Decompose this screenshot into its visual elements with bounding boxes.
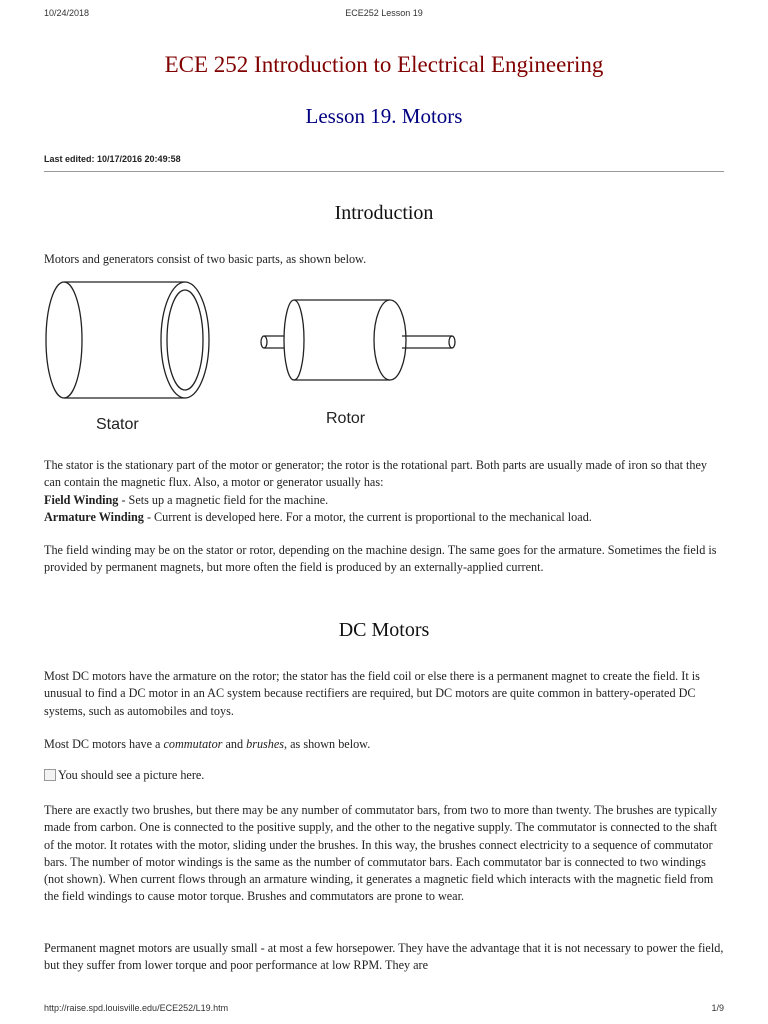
intro-para1-text: The stator is the stationary part of the motor or generator; the rotor is the rotational part. Both parts are usually made of iron so that they can contain the magnetic flux. Also, a motor or generator usually has: (44, 458, 708, 490)
broken-image (44, 768, 204, 783)
course-title: ECE 252 Introduction to Electrical Engineering (164, 52, 604, 77)
commutator-term: commutator (163, 737, 223, 751)
dc-paragraph-4: Permanent magnet motors are usually small - at most a few horsepower. They have the advantage that it is not necessary to power the field, but they suffer from lower torque and poor performance at low RPM. They are (44, 941, 724, 973)
print-date: 10/24/2018 (44, 8, 90, 18)
broken-image-icon (44, 769, 56, 781)
field-winding-term: Field Winding (44, 492, 119, 507)
rotor-label: Rotor (326, 410, 366, 427)
print-url: http://raise.spd.louisville.edu/ECE252/L19.htm (44, 1003, 229, 1013)
rotor-drawing (261, 300, 455, 380)
armature-winding-text: - Current is developed here. For a motor, the current is proportional to the mechanical load. (143, 509, 592, 524)
brushes-term: brushes (246, 737, 285, 751)
dc-para2-start: Most DC motors have a (44, 737, 164, 751)
dc-para2-and: and (222, 737, 247, 751)
print-doc-title: ECE252 Lesson 19 (345, 8, 423, 18)
stator-drawing (46, 282, 209, 398)
dc-paragraph-2 (44, 736, 724, 753)
dc-motors-heading: DC Motors (338, 619, 430, 641)
print-page-number: 1/9 (711, 1003, 724, 1013)
stator-rotor-figure (44, 278, 484, 448)
field-winding-text: - Sets up a magnetic field for the machine. (118, 492, 329, 507)
intro-paragraph-2: The field winding may be on the stator or rotor, depending on the machine design. The same goes for the armature. Sometimes the field is provided by permanent magnets, but more often the field is produced by an externally-applied current. (44, 543, 717, 575)
armature-winding-term: Armature Winding (44, 509, 144, 524)
dc-para2-end: , as shown below. (284, 737, 371, 751)
intro-text: Motors and generators consist of two basic parts, as shown below. (44, 252, 367, 266)
intro-paragraph-1 (44, 457, 724, 526)
last-edited: Last edited: 10/17/2016 20:49:58 (44, 154, 181, 164)
stator-label: Stator (96, 416, 139, 433)
lesson-title: Lesson 19. Motors (305, 104, 463, 128)
introduction-heading: Introduction (334, 202, 434, 224)
dc-paragraph-3: There are exactly two brushes, but there may be any number of commutator bars, from two to more than twenty. The brushes are typically made from carbon. One is connected to the positive supply, and the other to the negative supply. The commutator is connected to the shaft of the motor. It rotates with the motor, sliding under the brushes. In this way, the brushes connect electricity to a sequence of commutator bars. The number of motor windings is the same as the number of commutator bars. Each commutator bar is connected to two windings (not shown). When current flows through an armature winding, it generates a magnetic field which interacts with the magnetic field from the field windings to cause motor torque. Brushes and commutators are prone to wear. (44, 803, 718, 904)
dc-paragraph-1: Most DC motors have the armature on the rotor; the stator has the field coil or else there is a permanent magnet to create the field. It is unusual to find a DC motor in an AC system because rectifiers are required, but DC motors are quite common in battery-operated DC systems, such as automobiles and toys. (44, 669, 700, 718)
divider (44, 171, 724, 172)
broken-image-alt: You should see a picture here. (58, 768, 205, 782)
